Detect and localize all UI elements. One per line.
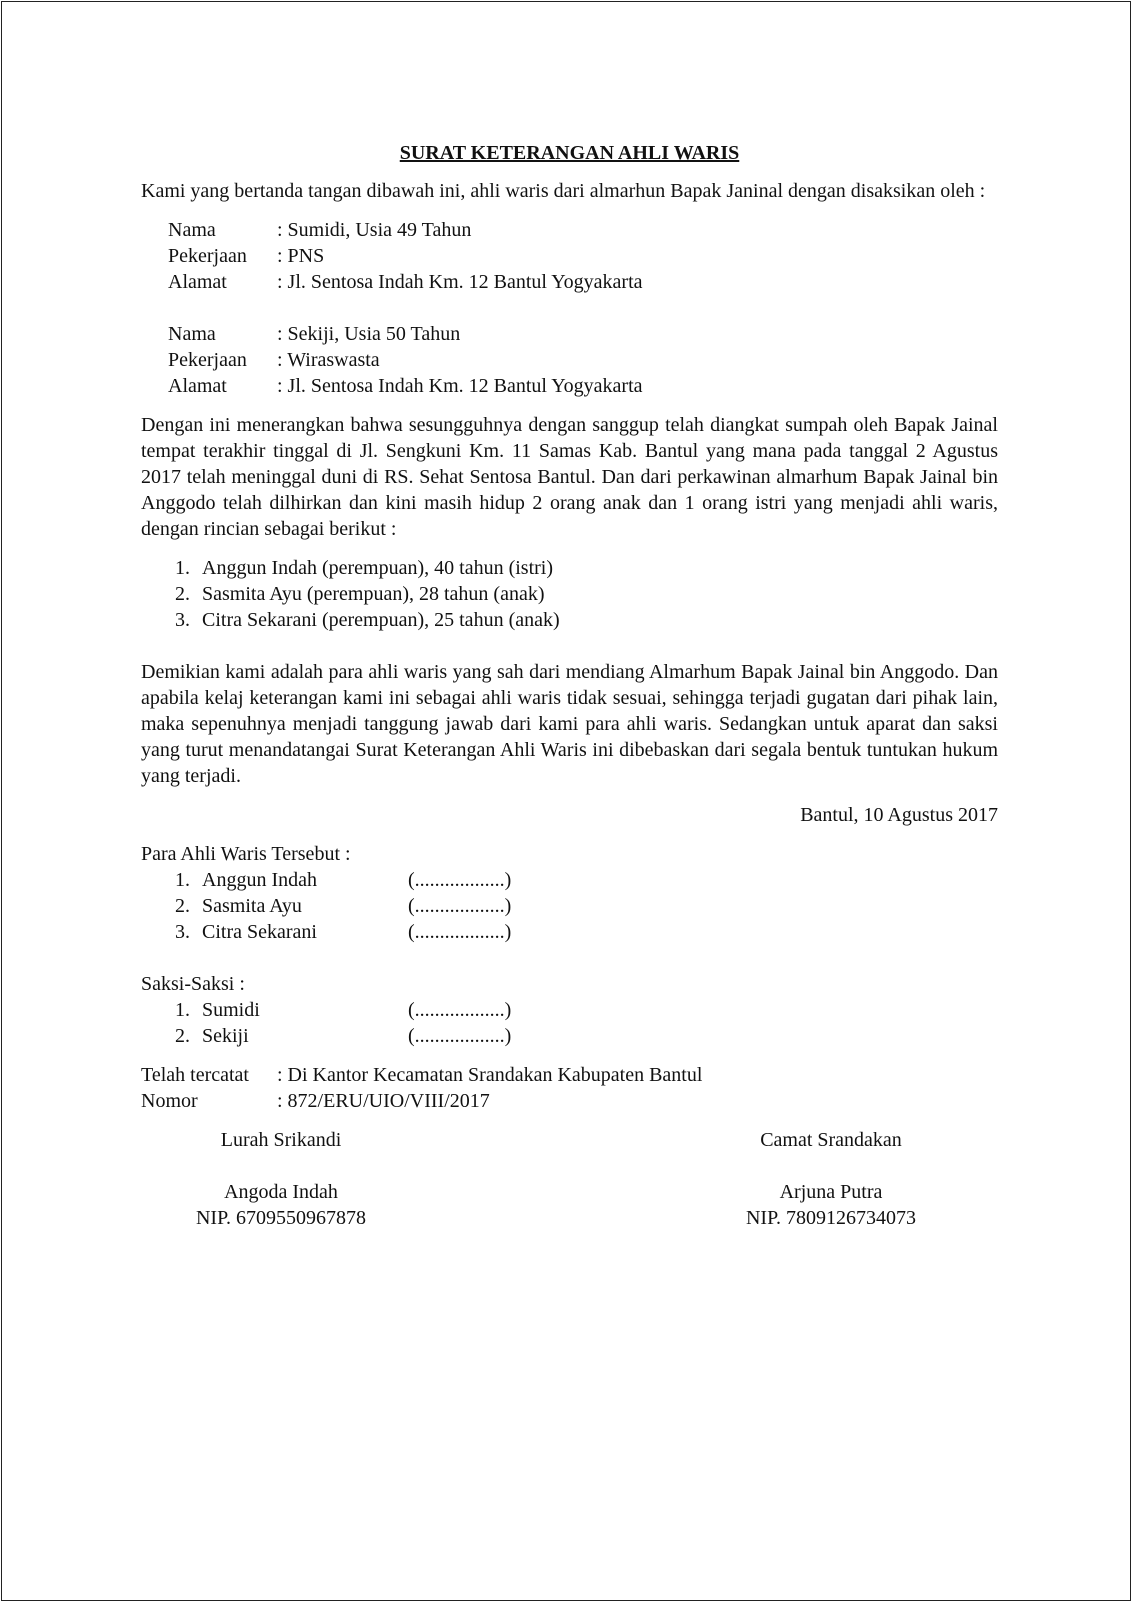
signer-name: Citra Sekarani: [202, 921, 317, 943]
heir-entry: Sasmita Ayu (perempuan), 28 tahun (anak): [202, 583, 545, 605]
label-pekerjaan: Pekerjaan: [168, 349, 247, 371]
intro-paragraph: Kami yang bertanda tangan dibawah ini, ahli waris dari almarhun Bapak Janinal dengan disaksikan oleh :: [141, 180, 986, 202]
signature-blank: (..................): [408, 895, 512, 917]
official-name: Arjuna Putra: [779, 1181, 883, 1203]
letter-date: Bantul, 10 Agustus 2017: [800, 804, 998, 826]
person-occupation: : PNS: [277, 245, 325, 267]
heir-entry: Anggun Indah (perempuan), 40 tahun (istri): [202, 557, 554, 579]
signature-blank: (..................): [408, 869, 512, 891]
officials-signatures: [141, 1127, 998, 1237]
heir-entry: Citra Sekarani (perempuan), 25 tahun (anak): [202, 609, 560, 631]
list-item: [141, 867, 998, 893]
document-page: [1, 1, 1131, 1601]
official-nip: NIP. 7809126734073: [745, 1207, 916, 1229]
list-number: 1.: [175, 557, 190, 579]
list-number: 2.: [175, 895, 190, 917]
official-title: Lurah Srikandi: [220, 1129, 342, 1151]
list-number: 1.: [175, 869, 190, 891]
official-name: Angoda Indah: [224, 1181, 338, 1203]
witness-details-1: [168, 217, 998, 295]
official-lurah: [161, 1127, 401, 1231]
official-camat: [711, 1127, 951, 1231]
witness-signature-heading: Saksi-Saksi :: [141, 973, 245, 995]
letter-body: [141, 140, 998, 1237]
witness-signature-list: [141, 997, 998, 1049]
list-number: 2.: [175, 1025, 190, 1047]
statement-paragraph: Dengan ini menerangkan bahwa sesungguhnya dengan sanggup telah diangkat sumpah oleh Bapak Jainal tempat terakhir tinggal di Jl. Sengkuni Km. 11 Samas Kab. Bantul yang mana pada tanggal 2 Agustus 2017 telah meninggal duni di RS. Sehat Sentosa Bantul. Dan dari perkawinan almarhum Bapak Jainal bin Anggodo telah dilhirkan dan kini masih hidup 2 orang anak dan 1 orang istri yang menjadi ahli waris, dengan rincian sebagai berikut :: [141, 414, 998, 540]
list-number: 3.: [175, 921, 190, 943]
list-item: [141, 919, 998, 945]
heirs-list: [141, 555, 998, 633]
label-alamat: Alamat: [168, 375, 227, 397]
label-alamat: Alamat: [168, 271, 227, 293]
list-item: [141, 607, 998, 633]
label-nama: Nama: [168, 219, 216, 241]
label-nama: Nama: [168, 323, 216, 345]
list-item: [141, 1023, 998, 1049]
list-item: [141, 997, 998, 1023]
signature-blank: (..................): [408, 921, 512, 943]
number-value: : 872/ERU/UIO/VIII/2017: [277, 1090, 490, 1112]
heirs-signature-heading: Para Ahli Waris Tersebut :: [141, 843, 351, 865]
signer-name: Sasmita Ayu: [202, 895, 302, 917]
list-item: [141, 581, 998, 607]
number-label: Nomor: [141, 1090, 198, 1112]
label-pekerjaan: Pekerjaan: [168, 245, 247, 267]
witness-details-2: [168, 321, 998, 399]
person-name: : Sumidi, Usia 49 Tahun: [277, 219, 472, 241]
registration-info: [141, 1062, 998, 1114]
signature-blank: (..................): [408, 999, 512, 1021]
signer-name: Anggun Indah: [202, 869, 317, 891]
heirs-signature-list: [141, 867, 998, 945]
signature-blank: (..................): [408, 1025, 512, 1047]
list-item: [141, 555, 998, 581]
official-nip: NIP. 6709550967878: [195, 1207, 366, 1229]
list-item: [141, 893, 998, 919]
recorded-label: Telah tercatat: [141, 1064, 249, 1086]
person-address: : Jl. Sentosa Indah Km. 12 Bantul Yogyakarta: [277, 375, 643, 397]
recorded-value: : Di Kantor Kecamatan Srandakan Kabupaten Bantul: [277, 1064, 703, 1086]
signer-name: Sekiji: [202, 1025, 249, 1047]
closing-paragraph: Demikian kami adalah para ahli waris yang sah dari mendiang Almarhum Bapak Jainal bin Anggodo. Dan apabila kelaj keterangan kami ini sebagai ahli waris tidak sesuai, sehingga terjadi gugatan dari pihak lain, maka sepenuhnya menjadi tanggung jawab dari kami para ahli waris. Sedangkan untuk aparat dan saksi yang turut menandatangai Surat Keterangan Ahli Waris ini dibebaskan dari segala bentuk tuntukan hukum yang terjadi.: [141, 661, 998, 787]
signer-name: Sumidi: [202, 999, 260, 1021]
person-name: : Sekiji, Usia 50 Tahun: [277, 323, 461, 345]
person-occupation: : Wiraswasta: [277, 349, 380, 371]
list-number: 1.: [175, 999, 190, 1021]
list-number: 2.: [175, 583, 190, 605]
letter-title: SURAT KETERANGAN AHLI WARIS: [399, 142, 740, 164]
person-address: : Jl. Sentosa Indah Km. 12 Bantul Yogyakarta: [277, 271, 643, 293]
official-title: Camat Srandakan: [760, 1129, 902, 1151]
list-number: 3.: [175, 609, 190, 631]
